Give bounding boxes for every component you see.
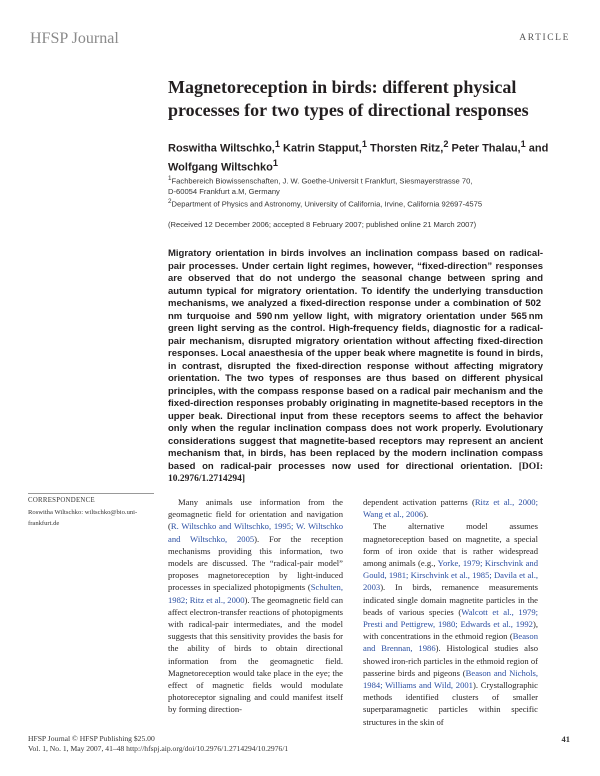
correspondence-label: CORRESPONDENCE [28,497,95,504]
body-text: ). In birds, remanence measurements indicated single domain magnetite particles in the beads of various species ( [363,582,538,617]
affiliation-2-line-1 [168,197,568,210]
body-text: ). Histological studies also showed iron-rich particles in the ethmoid region of passerine birds and pigeons ( [363,643,538,678]
citation-link[interactable]: Ritz et al., 2000; Wang et al., 2006 [363,497,538,520]
affiliation-1-line-2: D-60054 Frankfurt a.M, Germany [168,186,280,196]
body-text: ), with concentrations in the ethmoid region ( [363,619,538,642]
footer-citation [28,734,288,754]
body-text: dependent activation patterns ( [363,497,475,507]
body-text: Many animals use information from the geomagnetic field for orientation and navigation ( [168,497,343,532]
correspondence-divider [28,493,154,494]
author-name: Roswitha Wiltschko, [168,142,275,155]
author-affiliation-marker: 1 [274,139,280,149]
body-column-2 [363,496,538,728]
article-title: Magnetoreception in birds: different physical processes for two types of directional responses [168,77,529,120]
journal-name: HFSP Journal [30,30,119,47]
correspondence-name: Roswitha Wiltschko: [28,509,84,516]
body-text: ). Crystallographic methods identified clusters of smaller superparamagnetic particles within specific structures in the skin of [363,680,538,727]
abstract-text: Migratory orientation in birds involves an inclination compass based on radical-pair processes. Under certain light regimes, however, “fixed-direction” responses are observed that do not undergo the seasonal change between spring and autumn typical for migratory orientation. To identify the underlying transduction mechanisms, we analyzed a fixed-direction response under a combination of 502 nm turquoise and 590 nm yellow light, with migratory orientation under 565 nm green light serving as the control. High-frequency fields, diagnostic for a radical-pair mechanism, disrupted migratory orientation without affecting fixed-direction responses. Local anaesthesia of the upper beak where magnetite is found in birds, in contrast, disrupted the fixed-direction response without affecting migratory orientation. The two types of responses are thus based on different physical principles, with the compass response based on a radical pair mechanism and the fixed-direction responses probably originating in magnetite-based receptors in the upper beak. Directional input from these receptors seems to affect the behavior only when the regular inclination compass does not work properly. Evolutionary considerations suggest that magnetite-based receptors may represent an ancient mechanism that, in birds, has been replaced by the modern inclination compass based on radical-pair processes now used for directional orientation. [168,248,543,472]
body-paragraph-1-continued [363,496,538,520]
author-affiliation-marker: 1 [520,139,526,149]
affiliation-1-marker: 1 [168,175,172,182]
citation-link[interactable]: Schulten, 1982; Ritz et al., 2000 [168,582,343,605]
correspondence-email[interactable]: wiltschko@bio.uni-frankfurt.de [28,509,138,527]
author-list: Roswitha Wiltschko,$^1$ Katrin Stapput,$^1$ Thorsten Ritz,$^2$ Peter Thalau,$^1$ and Wolfgang Wiltschko$^1$ [168,139,549,174]
doi-link[interactable]: [DOI: 10.2976/1.2714294] [168,461,543,484]
body-text: ). For the reception mechanisms providing this information, two models are discussed. The “radical-pair model” proposes magnetoreception by light-induced processes in specialized photopigments ( [168,533,343,593]
footer-volume-line: Vol. 1, No. 1, May 2007, 41–48 http://hfspj.aip.org/doi/10.2976/1.2714294/10.2976/1 [28,744,289,753]
citation-link[interactable]: Beason and Nichols, 1984; Williams and Wild, 2001 [363,667,538,691]
citation-link[interactable]: Beason and Brennan, 1986 [363,631,538,654]
author-name: Peter Thalau, [451,142,521,155]
body-paragraph-1 [168,496,343,716]
body-text: The alternative model assumes magnetoreception based on magnetite, a special form of iron oxide that is rather widespread among animals (e.g., [363,521,538,569]
affiliation-1-line-1 [168,174,568,187]
received-dates: (Received 12 December 2006; accepted 8 February 2007; published online 21 March 2007) [168,220,477,229]
page-number: 41 [561,734,570,744]
body-column-1 [168,496,343,716]
body-text: ). The geomagnetic field can affect electron-transfer reactions of photopigments with radical-pair intermediates, and the model suggests that this sensitivity provides the basis for the ability of birds to obtain directional information from the geomagnetic field. Magnetoreception would take place in the eye; the effect of magnetic fields would modulate photoreceptor signaling and could manifest itself by forming direction- [168,594,343,715]
citation-link[interactable]: Yorke, 1979; Kirschvink and Gould, 1981; Kirschvink et al., 1985; Davila et al., 2003 [363,558,538,593]
author-name: Thorsten Ritz, [370,142,444,155]
affiliation-1-text: Fachbereich Biowissenschaften, J. W. Goethe-Universit t Frankfurt, Siesmayerstrasse 70, [171,176,473,186]
author-name: Katrin Stapput, [283,142,362,155]
affiliation-2-text: Department of Physics and Astronomy, University of California, Irvine, California 92697-4575 [171,199,483,209]
body-text: ). [423,509,429,520]
body-paragraph-2 [363,520,538,727]
abstract [168,248,543,486]
article-type-label: ARTICLE [519,33,570,43]
footer-publisher-line: HFSP Journal © HFSP Publishing $25.00 [28,734,155,743]
citation-link[interactable]: Walcott et al., 1979; Presti and Pettigrew, 1980; Edwards et al., 1992 [363,606,538,630]
affiliations [168,174,568,210]
citation-link[interactable]: R. Wiltschko and Wiltschko, 1995; W. Wiltschko and Wiltschko, 2005 [168,521,343,544]
correspondence-details [28,508,154,529]
author-affiliation-marker: 1 [361,139,367,149]
author-affiliation-marker: 2 [443,139,449,149]
author-affiliation-marker: 1 [272,158,278,169]
affiliation-2-marker: 2 [168,197,172,205]
author-name: Wolfgang Wiltschko [168,161,273,174]
